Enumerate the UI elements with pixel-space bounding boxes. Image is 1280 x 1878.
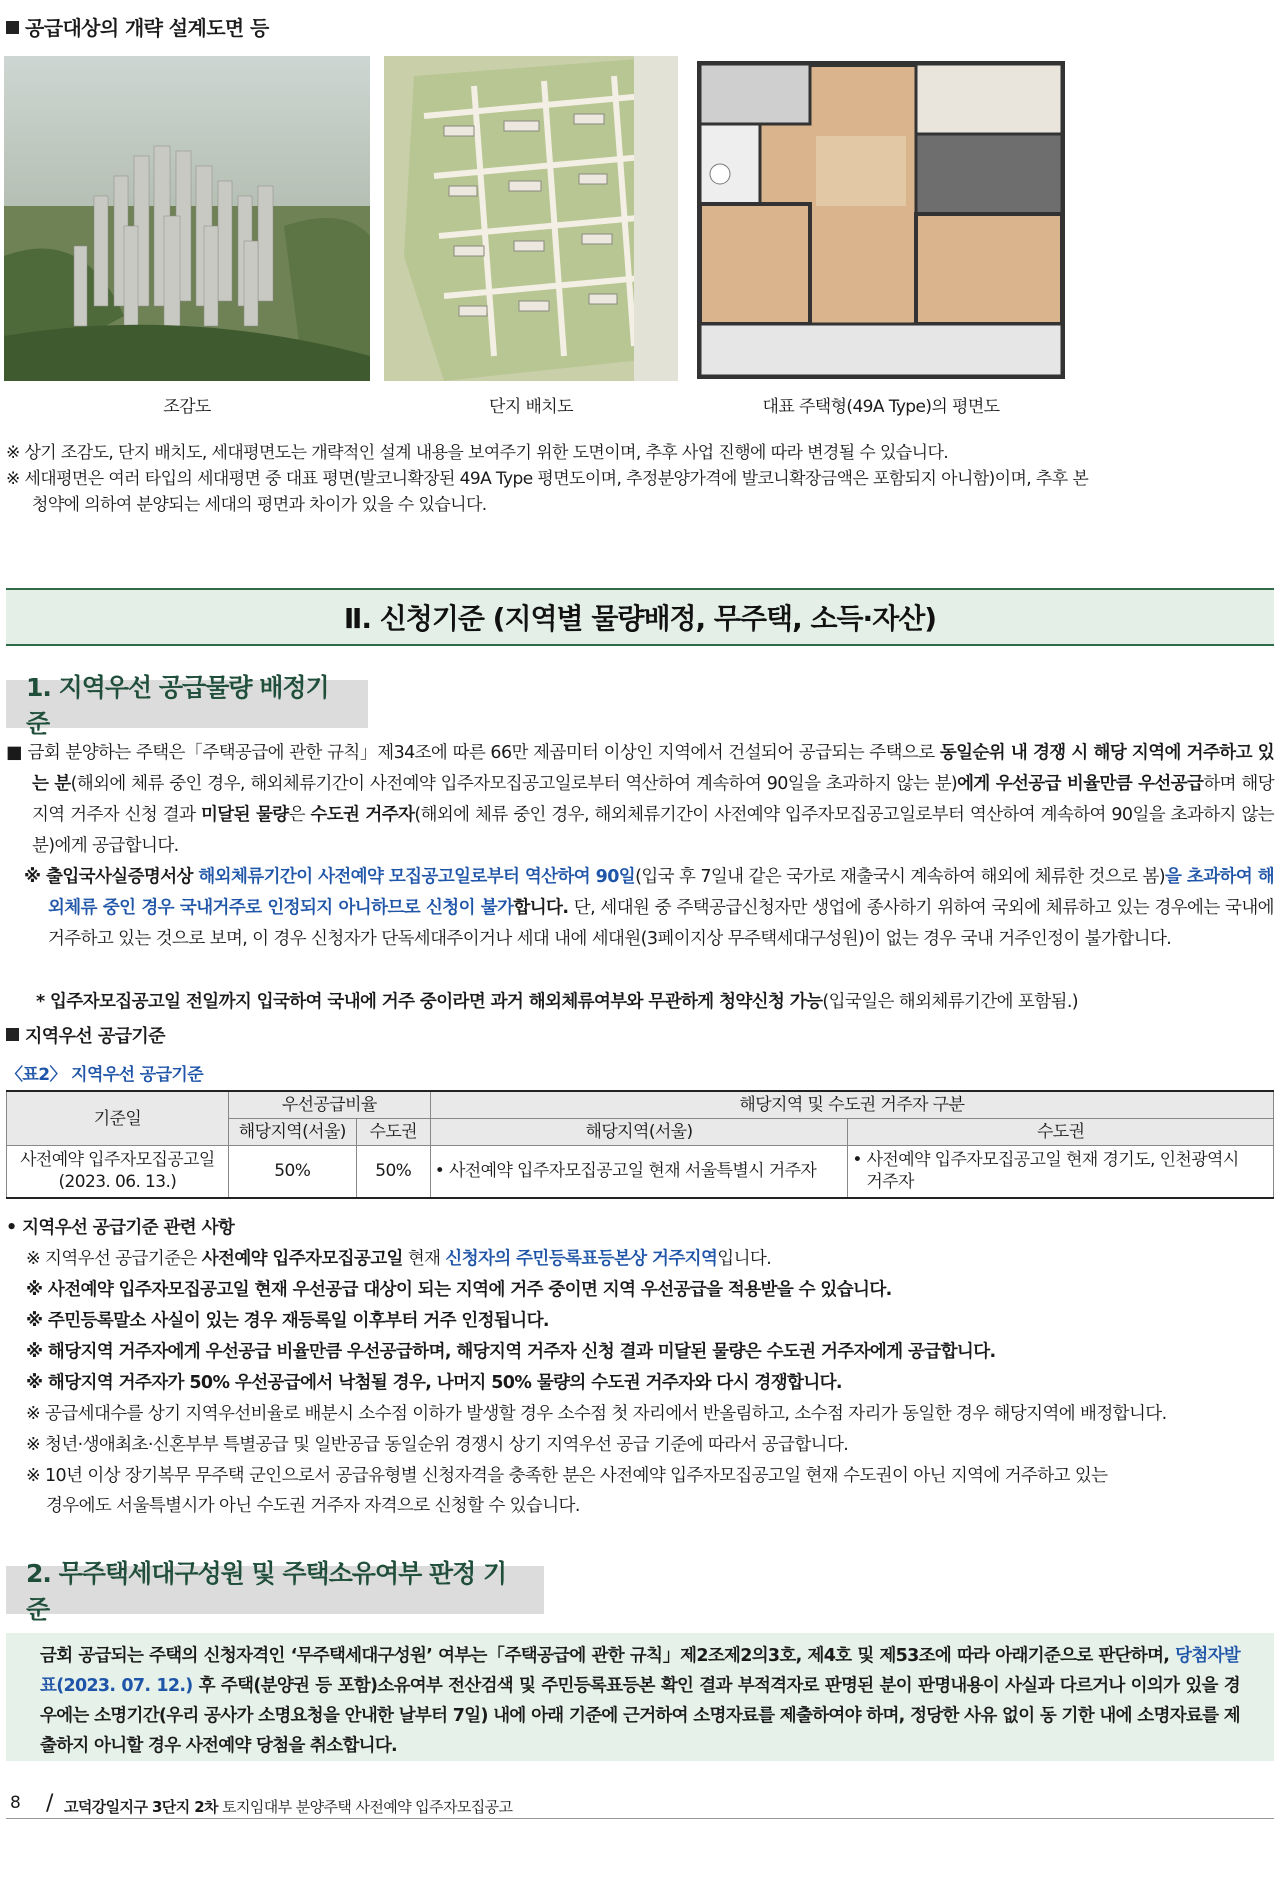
header-priority-ratio: 우선공급비율 xyxy=(228,1091,430,1119)
header-metro-division: 수도권 xyxy=(848,1119,1274,1146)
related-item-1: ※ 지역우선 공급기준은 사전예약 입주자모집공고일 현재 신청자의 주민등록표등본상 거주지역입니다. xyxy=(26,1249,772,1269)
paragraph-overseas-stay: ※ 출입국사실증명서상 해외체류기간이 사전예약 모집공고일로부터 역산하여 90일(입국 후 7일내 같은 국가로 재출국시 계속하여 해외에 체류한 것으로 봄)을 초과하여 해외체류 중인 경우 국내거주로 인정되지 아니하므로 신청이 불가합니다. 단, 세대원 중 주택공급신청자만 생업에 종사하기 위하여 국외에 체류하고 있는 경우에는 국내에 거주하고 있는 것으로 보며, 이 경우 신청자가 단독세대주이거나 세대 내에 세대원(3페이지상 무주택세대구성원)이 없는 경우 국내 거주인정이 불가합니다. xyxy=(24,867,1274,949)
cell-metro-ratio: 50% xyxy=(356,1146,430,1198)
related-item-3: ※ 주민등록말소 사실이 있는 경우 재등록일 이후부터 거주 인정됩니다. xyxy=(26,1311,549,1331)
cell-metro-desc: • 사전예약 입주자모집공고일 현재 경기도, 인천광역시 거주자 xyxy=(848,1146,1274,1198)
page-footer xyxy=(6,1793,1274,1819)
related-item-2: ※ 사전예약 입주자모집공고일 현재 우선공급 대상이 되는 지역에 거주 중이면 지역 우선공급을 적용받을 수 있습니다. xyxy=(26,1280,892,1300)
site-plan-caption: 단지 배치도 xyxy=(489,397,573,417)
subsection-1-title: 1. 지역우선 공급물량 배정기준 xyxy=(6,680,368,728)
page-number: 8 xyxy=(10,1793,21,1813)
aerial-view-caption: 조감도 xyxy=(163,397,211,417)
header-local-ratio: 해당지역(서울) xyxy=(228,1119,356,1146)
cell-local-ratio: 50% xyxy=(228,1146,356,1198)
cell-local-desc: • 사전예약 입주자모집공고일 현재 서울특별시 거주자 xyxy=(430,1146,848,1198)
paragraph-entry-note: * 입주자모집공고일 전일까지 입국하여 국내에 거주 중이라면 과거 해외체류여부와 무관하게 청약신청 가능(입국일은 해외체류기간에 포함됨.) xyxy=(36,992,1079,1012)
related-item-8: ※ 10년 이상 장기복무 무주택 군인으로서 공급유형별 신청자격을 충족한 분은 사전예약 입주자모집공고일 현재 수도권이 아닌 지역에 거주하고 있는 xyxy=(26,1466,1108,1486)
related-item-6: ※ 공급세대수를 상기 지역우선비율로 배분시 소수점 이하가 발생할 경우 소수점 첫 자리에서 반올림하고, 소수점 자리가 동일한 경우 해당지역에 배정합니다. xyxy=(26,1404,1167,1424)
note-1: ※ 상기 조감도, 단지 배치도, 세대평면도는 개략적인 설계 내용을 보여주기 위한 도면이며, 추후 사업 진행에 따라 변경될 수 있습니다. xyxy=(6,443,949,463)
paragraph-regional-priority: ■ 금회 분양하는 주택은「주택공급에 관한 규칙」제34조에 따른 66만 제곱미터 이상인 지역에서 건설되어 공급되는 주택으로 동일순위 내 경쟁 시 해당 지역에 거주하고 있는 분(해외에 체류 중인 경우, 해외체류기간이 사전예약 입주자모집공고일로부터 역산하여 계속하여 90일을 초과하지 않는 분)에게 우선공급 비율만큼 우선공급하며 해당지역 거주자 신청 결과 미달된 물량은 수도권 거주자(해외에 체류 중인 경우, 해외체류기간이 사전예약 입주자모집공고일로부터 역산하여 계속하여 90일을 초과하지 않는 분)에게 공급합니다. xyxy=(6,743,1275,856)
chapter-title-bar xyxy=(6,588,1274,646)
regional-supply-heading: 지역우선 공급기준 xyxy=(6,1022,165,1048)
header-resident-division: 해당지역 및 수도권 거주자 구분 xyxy=(430,1091,1273,1119)
divider-slash: / xyxy=(46,1791,53,1816)
aerial-view-image xyxy=(4,56,370,381)
regional-supply-table xyxy=(6,1090,1274,1199)
related-item-4: ※ 해당지역 거주자에게 우선공급 비율만큼 우선공급하며, 해당지역 거주자 신청 결과 미달된 물량은 수도권 거주자에게 공급합니다. xyxy=(26,1342,996,1362)
chapter-title: Ⅱ. 신청기준 (지역별 물량배정, 무주택, 소득·자산) xyxy=(343,602,937,635)
related-item-8-continued: 경우에도 서울특별시가 아닌 수도권 거주자 자격으로 신청할 수 있습니다. xyxy=(46,1496,580,1516)
cell-base-date: 사전예약 입주자모집공고일 (2023. 06. 13.) xyxy=(7,1146,229,1198)
footer-title: 고덕강일지구 3단지 2차 토지임대부 분양주택 사전예약 입주자모집공고 xyxy=(64,1798,513,1816)
note-2: ※ 세대평면은 여러 타입의 세대평면 중 대표 평면(발코니확장된 49A Type 평면도이며, 추정분양가격에 발코니확장금액은 포함되지 아니함)이며, 추후 본 xyxy=(6,469,1089,489)
ownership-criteria-box: 금회 공급되는 주택의 신청자격인 ‘무주택세대구성원’ 여부는「주택공급에 관한 규칙」제2조제2의3호, 제4호 및 제53조에 따라 아래기준으로 판단하며, 당첨자발표(2023. 07. 12.) 후 주택(분양권 등 포함)소유여부 전산검색 및 주민등록표등본 확인 결과 부적격자로 판명된 분이 판명내용이 사실과 다르거나 이의가 있을 경우에는 소명기간(우리 공사가 소명요청을 안내한 날부터 7일) 내에 아래 기준에 근거하여 소명자료를 제출하여야 하며, 정당한 사유 없이 동 기한 내에 소명자료를 제출하지 아니할 경우 사전예약 당첨을 취소합니다. xyxy=(6,1633,1274,1761)
table-caption: 〈표2〉 지역우선 공급기준 xyxy=(6,1065,204,1085)
square-bullet-icon xyxy=(6,1028,19,1041)
floor-plan-image xyxy=(696,56,1066,381)
related-title: • 지역우선 공급기준 관련 사항 xyxy=(6,1218,235,1238)
subsection-2-title: 2. 무주택세대구성원 및 주택소유여부 판정 기준 xyxy=(6,1566,544,1614)
header-base-date: 기준일 xyxy=(7,1091,229,1146)
related-item-7: ※ 청년·생애최초·신혼부부 특별공급 및 일반공급 동일순위 경쟁시 상기 지역우선 공급 기준에 따라서 공급합니다. xyxy=(26,1435,849,1455)
square-bullet-icon xyxy=(6,21,19,34)
site-plan-image xyxy=(384,56,678,381)
floor-plan-caption: 대표 주택형(49A Type)의 평면도 xyxy=(762,397,1000,417)
related-item-5: ※ 해당지역 거주자가 50% 우선공급에서 낙첨될 경우, 나머지 50% 물량의 수도권 거주자와 다시 경쟁합니다. xyxy=(26,1373,842,1393)
header-local-division: 해당지역(서울) xyxy=(430,1119,848,1146)
note-2-continued: 청약에 의하여 분양되는 세대의 평면과 차이가 있을 수 있습니다. xyxy=(32,495,487,515)
section-header: 공급대상의 개략 설계도면 등 xyxy=(6,12,269,41)
header-metro-ratio: 수도권 xyxy=(356,1119,430,1146)
